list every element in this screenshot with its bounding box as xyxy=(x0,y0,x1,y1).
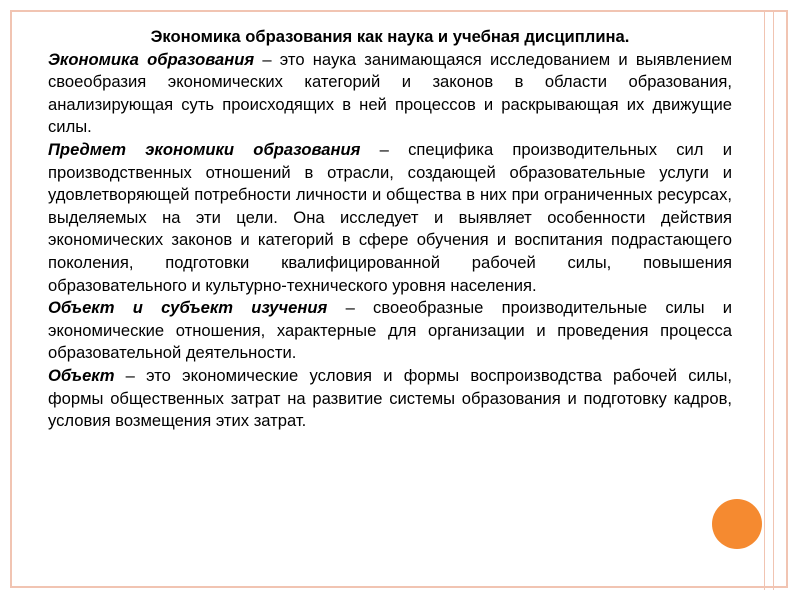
term-object-and-subject: Объект и субъект изучения xyxy=(48,298,328,318)
term-object: Объект xyxy=(48,365,115,385)
object-text: – это экономические условия и формы воспроизводства рабочей силы, формы общественных затрат на развитие системы образования и подготовку кадров, условия возмещения этих затрат. xyxy=(48,365,732,431)
definition-paragraph xyxy=(48,49,732,139)
term-subject: Предмет экономики образования xyxy=(48,139,361,159)
subject-text: – специфика производительных сил и производственных отношений в отрасли, создающей образовательные услуги и удовлетворяющей потребности личности и общества в них при ограниченных ресурсах, выделяемых на эти цели. Она исследует и выявляет особенности действия экономических законов и категорий в сфере обучения и воспитания подрастающего поколения, подготовки квалифицированной рабочей силы, повышения образовательного и культурно-технического уровня населения. xyxy=(48,139,732,295)
term-economics-of-education: Экономика образования xyxy=(48,49,255,69)
slide-title: Экономика образования как наука и учебная дисциплина. xyxy=(150,27,630,46)
slide-content xyxy=(48,26,732,433)
definition-text: – это наука занимающаяся исследованием и выявлением своеобразия экономических категорий и законов в области образования, анализирующая суть происходящих в ней процессов и раскрывающая их движущие силы. xyxy=(48,49,732,137)
object-subject-text: – своеобразные производительные силы и экономические отношения, характерные для организации и проведения процесса образовательной деятельности. xyxy=(48,298,733,363)
object-subject-paragraph xyxy=(48,297,732,365)
object-paragraph xyxy=(48,365,732,433)
subject-paragraph xyxy=(48,139,732,297)
decorative-side-bar xyxy=(764,10,774,590)
orange-circle-decoration xyxy=(712,499,762,549)
